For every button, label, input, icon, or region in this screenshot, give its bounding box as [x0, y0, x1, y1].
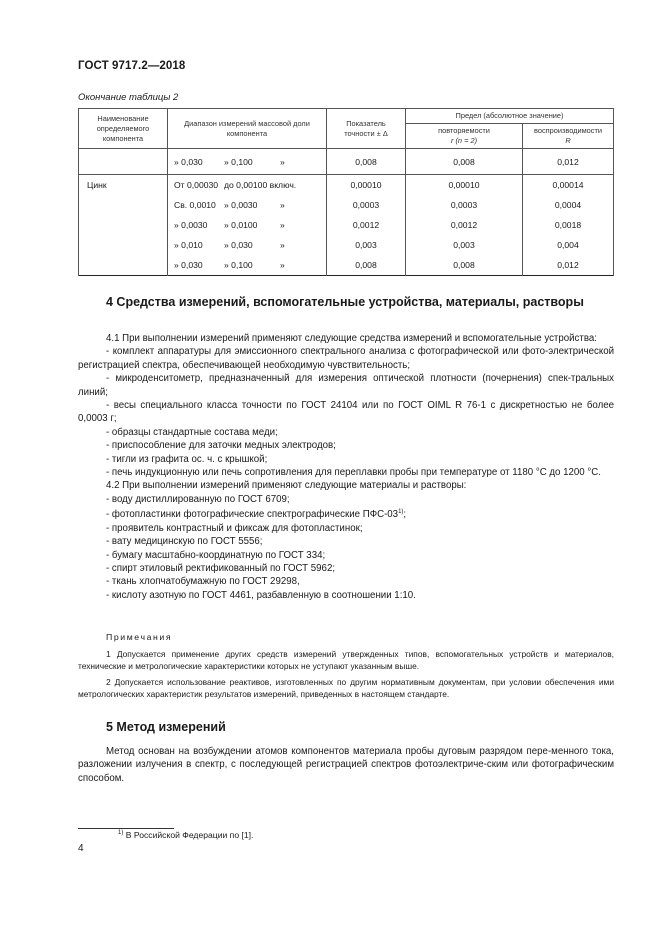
reproducibility-sub: R: [565, 136, 571, 145]
footnote-divider: [78, 828, 174, 829]
cell-accuracy: 0,00010: [327, 175, 406, 196]
paragraph-4-1: 4.1 При выполнении измерений применяют следующие средства измерений и вспомогательные устройства:: [106, 333, 597, 344]
list-item: - ткань хлопчатобумажную по ГОСТ 29298,: [106, 576, 300, 588]
cell-accuracy: 0,003: [327, 235, 406, 255]
list-item: - воду дистиллированную по ГОСТ 6709;: [106, 493, 290, 505]
section-4-title: 4 Средства измерений, вспомогательные устройства, материалы, растворы: [106, 295, 584, 309]
notes-block: [78, 648, 614, 704]
reproducibility-label: воспроизводимости: [533, 126, 603, 135]
col-header-limit: Предел (абсолютное значение): [406, 109, 614, 124]
cell-reproducibility: 0,0018: [523, 215, 614, 235]
note-item: 2 Допускается использование реактивов, изготовленных по другим нормативным документам, при условии обеспечения ими метрологических характеристик результатов измерений, приведенных в настоящем стандарте.: [78, 677, 614, 699]
measurement-table: [78, 108, 614, 276]
table-row: [79, 175, 614, 196]
cell-reproducibility: 0,004: [523, 235, 614, 255]
cell-range: » 0,0030 » 0,0100 »: [168, 215, 327, 235]
repeatability-label: повторяемости: [438, 126, 490, 135]
cell-range: Св. 0,0010 » 0,0030 »: [168, 195, 327, 215]
page-header: ГОСТ 9717.2—2018: [78, 60, 186, 72]
cell-reproducibility: 0,012: [523, 255, 614, 276]
col-header-accuracy: Показатель точности ± Δ: [327, 109, 406, 149]
list-item: - фотопластинки фотографические спектрографические ПФС-03$^{1)}$;: [106, 509, 407, 521]
cell-component: Цинк: [79, 175, 168, 276]
cell-range: » 0,030 » 0,100 »: [168, 149, 327, 175]
col-header-repeatability: [406, 124, 523, 149]
page-number: 4: [78, 843, 84, 854]
section-5-body: [78, 745, 614, 785]
list-item: - кислоту азотную по ГОСТ 4461, разбавленную в соотношении 1:10.: [106, 589, 416, 601]
paragraph-5: Метод основан на возбуждении атомов компонентов материала пробы дуговым разрядом пере-менного тока, разложении излучения в спектр, с последующей регистрацией спектров фотоэлектриче-ским или фотографическим способом.: [78, 746, 614, 784]
repeatability-sub: r (n = 2): [450, 136, 478, 145]
footnote-text: В Российской Федерации по [1].: [123, 830, 254, 840]
cell-range: » 0,010 » 0,030 »: [168, 235, 327, 255]
col-header-range: Диапазон измерений массовой доли компонента: [168, 109, 327, 149]
section-5-title: 5 Метод измерений: [106, 720, 226, 734]
cell-repeatability: 0,00010: [406, 175, 523, 196]
cell-accuracy: 0,0003: [327, 195, 406, 215]
cell-repeatability: 0,008: [406, 149, 523, 175]
table-row: [79, 149, 614, 175]
list-item: - комплект аппаратуры для эмиссионного спектрального анализа с фотографической или фото-электрической регистрацией спектра, обеспечивающей необходимую чувствительность;: [78, 346, 614, 371]
cell-reproducibility: 0,0004: [523, 195, 614, 215]
section-4-body: [78, 332, 614, 602]
list-item: - приспособление для заточки медных электродов;: [106, 440, 336, 452]
list-item: - тигли из графита ос. ч. с крышкой;: [106, 453, 268, 465]
paragraph-4-2: 4.2 При выполнении измерений применяют следующие материалы и растворы:: [106, 480, 467, 492]
footnote-mark: 1): [118, 830, 124, 836]
cell-repeatability: 0,0003: [406, 195, 523, 215]
col-header-reproducibility: [523, 124, 614, 149]
list-item: - спирт этиловый ректификованный по ГОСТ 5962;: [106, 562, 336, 574]
cell-accuracy: 0,008: [327, 255, 406, 276]
cell-component: [79, 149, 168, 175]
notes-title: Примечания: [106, 632, 173, 642]
list-item: - весы специального класса точности по ГОСТ 24104 или по ГОСТ OIML R 76-1 с дискретностью не более 0,0003 г;: [78, 400, 614, 425]
list-item: - образцы стандартные состава меди;: [106, 426, 278, 438]
cell-repeatability: 0,003: [406, 235, 523, 255]
cell-accuracy: 0,008: [327, 149, 406, 175]
list-item: - печь индукционную или печь сопротивления для переплавки пробы при температуре от 1180 °С до 1200 °С.: [106, 467, 601, 479]
cell-reproducibility: 0,00014: [523, 175, 614, 196]
note-item: 1 Допускается применение других средств измерений утвержденных типов, вспомогательных устройств и материалов, технические и метрологические характеристики которых не уступают указанным выше.: [78, 649, 614, 671]
cell-range: » 0,030 » 0,100 »: [168, 255, 327, 276]
cell-range: От 0,00030 до 0,00100 включ.: [168, 175, 327, 196]
footnote: [118, 830, 253, 840]
list-item: - бумагу масштабно-координатную по ГОСТ 334;: [106, 549, 326, 561]
cell-reproducibility: 0,012: [523, 149, 614, 175]
footnote-ref: 1): [398, 509, 404, 516]
col-header-component: Наименование определяемого компонента: [79, 109, 168, 149]
cell-repeatability: 0,0012: [406, 215, 523, 235]
cell-accuracy: 0,0012: [327, 215, 406, 235]
list-item: - проявитель контрастный и фиксаж для фотопластинок;: [106, 522, 363, 534]
list-item: - микроденситометр, предназначенный для измерения оптической плотности (почернения) спек-тральных линий;: [78, 373, 614, 398]
cell-repeatability: 0,008: [406, 255, 523, 276]
list-item: - вату медицинскую по ГОСТ 5556;: [106, 536, 263, 548]
table-caption: Окончание таблицы 2: [78, 92, 179, 103]
